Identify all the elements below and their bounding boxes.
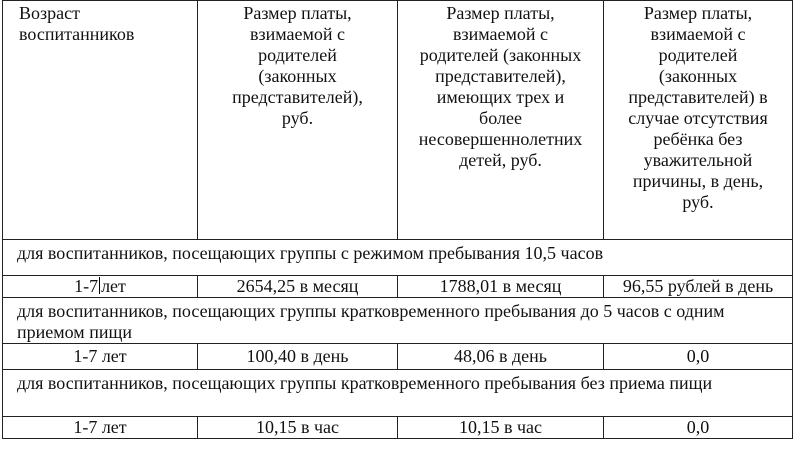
age-cell: 1-7 лет [3,276,198,298]
absence-fee-cell: 0,0 [604,344,793,370]
fee-large-family-cell: 48,06 в день [398,344,604,370]
fee-table [2,0,793,439]
fee-large-family-cell: 1788,01 в месяц [398,276,604,298]
header-fee-large-family: Размер платы, взимаемой с родителей (законных представителей), имеющих трех и более несовершеннолетних детей, руб. [398,1,604,240]
header-fee: Размер платы, взимаемой с родителей (законных представителей), руб. [198,1,398,240]
age-cell: 1-7 лет [3,417,198,439]
fee-cell: 100,40 в день [198,344,398,370]
section-title: для воспитанников, посещающих группы кратковременного пребывания до 5 часов с одним приемом пищи [3,298,793,344]
absence-fee-cell: 96,55 рублей в день [604,276,793,298]
table-row [3,276,793,298]
fee-large-family-cell: 10,15 в час [398,417,604,439]
table-row [3,344,793,370]
section-row [3,240,793,276]
section-row [3,370,793,417]
table-row [3,417,793,439]
section-title: для воспитанников, посещающих группы с режимом пребывания 10,5 часов [3,240,793,276]
fee-cell: 2654,25 в месяц [198,276,398,298]
age-cell: 1-7 лет [3,344,198,370]
text-cursor [99,277,100,294]
header-absence-fee: Размер платы, взимаемой с родителей (законных представителей) в случае отсутствия ребёнка без уважительной причины, в день, руб. [604,1,793,240]
header-age: Возраст воспитанников [3,1,198,240]
section-row [3,298,793,344]
fee-cell: 10,15 в час [198,417,398,439]
absence-fee-cell: 0,0 [604,417,793,439]
section-title: для воспитанников, посещающих группы кратковременного пребывания без приема пищи [3,370,793,417]
table-header-row [3,1,793,240]
